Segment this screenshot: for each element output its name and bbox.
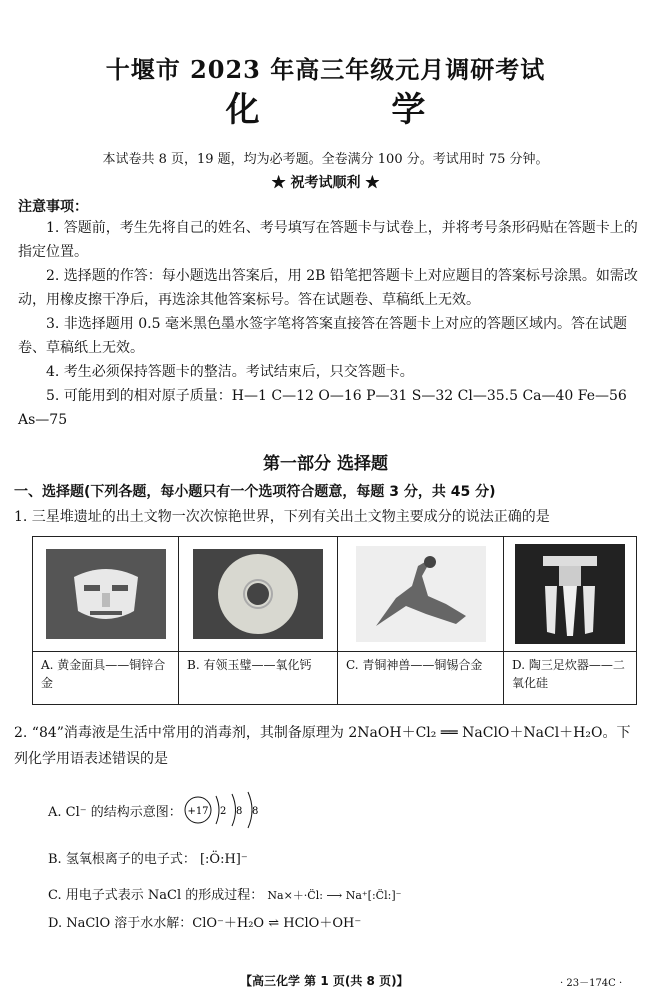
jade-disc-image xyxy=(193,549,323,639)
artifact-table xyxy=(32,536,637,705)
bronze-beast-image xyxy=(356,546,486,642)
notice-list xyxy=(18,216,638,432)
option-d: D. 陶三足炊器——二氧化硅 xyxy=(512,658,625,690)
notice-item: 3. 非选择题用 0.5 毫米黑色墨水签字笔将答案直接答在答题卡上对应的答题区域内。答在试题卷、草稿纸上无效。 xyxy=(18,316,627,356)
option-c: C. 青铜神兽——铜锡合金 xyxy=(346,658,483,672)
good-luck-line: ★ 祝考试顺利 ★ xyxy=(271,175,380,191)
q2-option-c-text: C. 用电子式表示 NaCl 的形成过程： xyxy=(48,888,264,903)
option-b: B. 有领玉璧——氧化钙 xyxy=(187,658,312,672)
shell-2-electrons: 8 xyxy=(235,806,243,817)
notice-heading: 注意事项： xyxy=(18,199,88,215)
notice-item: 5. 可能用到的相对原子质量：H—1 C—12 O—16 P—31 S—32 Cl—35.5 Ca—40 Fe—56 As—75 xyxy=(18,388,627,428)
option-a: A. 黄金面具——铜锌合金 xyxy=(41,658,166,690)
question-1-stem: 1. 三星堆遗址的出土文物一次次惊艳世界，下列有关出土文物主要成分的说法正确的是 xyxy=(14,509,550,525)
question-2-stem: 2. “84”消毒液是生活中常用的消毒剂，其制备原理为 2NaOH＋Cl₂ ══ NaClO＋NaCl＋H₂O。下列化学用语表述错误的是 xyxy=(14,725,631,767)
hydroxide-electron-formula: [:Ö:H]⁻ xyxy=(199,852,248,867)
notice-item: 2. 选择题的作答：每小题选出答案后，用 2B 铅笔把答题卡上对应题目的答案标号涂黑。如需改动，用橡皮擦干净后，再选涂其他答案标号。答在试题卷、草稿纸上无效。 xyxy=(18,268,638,308)
exam-title: 十堰市 2023 年高三年级元月调研考试 xyxy=(105,55,546,84)
page-footer: 【高三化学 第 1 页(共 8 页)】 xyxy=(240,974,409,988)
q2-option-d: D. NaClO 溶于水水解：ClO⁻＋H₂O ⇌ HClO＋OH⁻ xyxy=(48,916,362,931)
q2-option-c xyxy=(48,884,401,903)
shell-3-electrons: 8 xyxy=(251,806,259,817)
q2-option-a-text: A. Cl⁻ 的结构示意图： xyxy=(48,804,182,820)
part-heading: 第一部分 选择题 xyxy=(263,454,388,474)
notice-item: 4. 考生必须保持答题卡的整洁。考试结束后，只交答题卡。 xyxy=(46,364,414,380)
q2-option-a xyxy=(48,790,272,830)
subject-title: 化 学 xyxy=(225,90,486,130)
q2-option-b-text: B. 氢氧根离子的电子式： xyxy=(48,852,196,867)
cl-ion-structure-diagram xyxy=(182,790,272,830)
notice-item: 1. 答题前，考生先将自己的姓名、考号填写在答题卡与试卷上，并将考号条形码贴在答题卡上的指定位置。 xyxy=(18,220,638,260)
section-heading: 一、选择题(下列各题，每小题只有一个选项符合题意，每题 3 分，共 45 分) xyxy=(14,484,496,500)
q2-option-b xyxy=(48,848,248,867)
nacl-formation-formula: Na×＋·C̈l: ⟶ Na⁺[:C̈l:]⁻ xyxy=(267,889,402,902)
nucleus-charge: +17 xyxy=(187,806,209,817)
shell-1-electrons: 2 xyxy=(219,806,227,817)
exam-intro: 本试卷共 8 页，19 题，均为必考题。全卷满分 100 分。考试用时 75 分钟。 xyxy=(102,152,549,167)
paper-code: · 23－174C · xyxy=(560,978,623,989)
gold-mask-image xyxy=(46,549,166,639)
pottery-vessel-image xyxy=(515,544,625,644)
